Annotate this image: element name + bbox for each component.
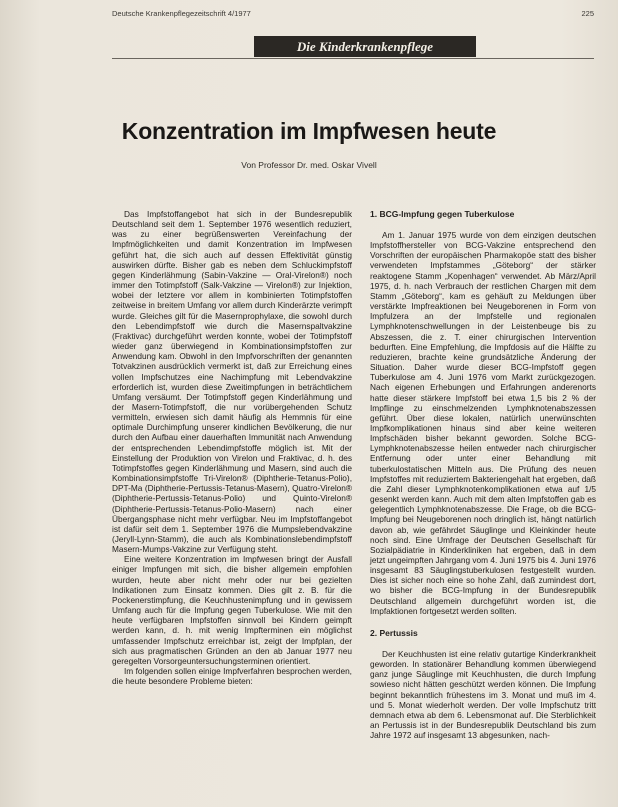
body-paragraph: Im folgenden sollen einige Impfverfahren besprochen werden, die heute besondere Probleme bieten:: [112, 666, 352, 687]
article-title: Konzentration im Impfwesen heute: [121, 118, 497, 144]
section-banner: Die Kinderkrankenpflege: [254, 36, 476, 57]
body-paragraph: Eine weitere Konzentration im Impfwesen bringt der Ausfall einiger Impfungen mit sich, die bisher allgemein empfohlen wurden, heute aber nicht mehr oder nur bei gezielten Indikationen zum Einsatz kommen. Dies gilt z. B. für die Pockenerstimpfung, die Keuchhustenimpfung und in gewissem Umfang auch für die Impfung gegen Tuberkulose. Wie mit den heute verfügbaren Impfstoffen sinnvoll bei Kindern geimpft werden kann, d. h. mit wenig Impfterminen ein möglichst umfassender Impfschutz erreichbar ist, zeigt der Impfplan, der sich aus pragmatischen Gründen an den ab Januar 1977 neu geregelten Vorsorgeuntersuchungsterminen orientiert.: [112, 554, 352, 666]
page-number: 225: [581, 9, 594, 18]
journal-name: Deutsche Krankenpflegezeitschrift 4/1977: [112, 9, 251, 18]
running-head: [112, 9, 594, 18]
left-column: [112, 209, 352, 686]
body-paragraph: Das Impfstoffangebot hat sich in der Bundesrepublik Deutschland seit dem 1. September 1976 wesentlich reduziert, was zu einer begrüßenswerten Vereinfachung der Impfmöglichkeiten und damit Konzentration im Impfwesen geführt hat, die sich auch auf dessen Effektivität günstig auswirken dürfte. Bisher gab es neben dem Schluckimpfstoff gegen Kinderlähmung (Sabin-Vakzine — Oral-Virelon®) noch immer den Totimpfstoff (Salk-Vakzine — Virelon®) zur Injektion, wobei der letztere vor allem in kombinierten Totimpfstoffen zeitweise in breitem Umfang vor allem durch Kinderärzte verimpft wurde. Gleiches gilt für die Masernprophylaxe, die sowohl durch den Lebendimpfstoff wie durch die Masernspaltvakzine (Fraktivac) durchgeführt werden konnte, wobei der Totimpfstoff wieder ganz überwiegend in Kombinationsimpfstoffen zur Anwendung kam. Obwohl in den Impfvorschriften der genannten Totvakzinen ausdrücklich vermerkt ist, daß zur Erreichung eines vollen Impfschutzes eine Nachimpfung mit Lebendvakzine erforderlich ist, wurden diese Zweitimpfungen in beträchtlichem Umfang versäumt. Der Totimpfstoff gegen Kinderlähmung und der Masern-Totimpfstoff, die nur vorübergehenden Schutz vermitteln, erwiesen sich damit häufig als Hemmnis für eine optimale Durchimpfung unserer kindlichen Bevölkerung, die nur durch den Aufbau einer dauerhaften Immunität nach Anwendung der entsprechenden Lebendimpfstoffe möglich ist. Mit der Einstellung der Produktion von Virelon und Fraktivac, d. h. des Totimpfstoffes gegen Kinderlähmung und Masern, sind auch die Kombinationsimpfstoffe Tri-Virelon® (Diphtherie-Tetanus-Polio), DPT-Ma (Diphtherie-Pertussis-Tetanus-Masern), Quatro-Virelon® (Diphtherie-Pertussis-Tetanus-Polio) und Quinto-Virelon® (Diphtherie-Pertussis-Tetanus-Polio-Masern) nach einer Übergangsphase nicht mehr verfügbar. Neu im Impfstoffangebot ist dafür seit dem 1. September 1976 die Mumpslebendvakzine (Jeryll-Lynn-Stamm), die auch als Kombinationslebendimpfstoff Masern-Mumps-Vakzine zur Verfügung steht.: [112, 209, 352, 555]
body-paragraph: Der Keuchhusten ist eine relativ gutartige Kinderkrankheit geworden. In stationärer Behandlung kommen überwiegend ganz junge Säuglinge mit Keuchhusten, die durch Impfung sowieso nicht hätten geschützt werden können. Die Impfung beginnt bekanntlich frühestens im 3. Monat und muß im 4. und 5. Monat wiederholt werden. Der volle Impfschutz tritt demnach etwa ab dem 6. Lebensmonat auf. Die Sterblichkeit an Pertussis ist in der Bundesrepublik Deutschland bis zum Jahre 1972 auf insgesamt 13 abgesunken, nach-: [370, 648, 596, 741]
section-heading-pertussis: 2. Pertussis: [370, 627, 418, 638]
section-heading-bcg: 1. BCG-Impfung gegen Tuberkulose: [370, 209, 515, 219]
right-column: [370, 209, 596, 752]
article-author: Von Professor Dr. med. Oskar Vivell: [241, 160, 377, 170]
header-rule: [112, 58, 594, 59]
body-paragraph: Am 1. Januar 1975 wurde von dem einzigen deutschen Impfstoffhersteller von BCG-Vakzine entsprechend den Vorschriften der europäischen Pharmakopöe statt des bisher verwendeten Impfstammes „Göteborg“ der stärker reaktogene Stamm „Kopenhagen“ verwendet. Ab März/April 1975, d. h. nach Verbrauch der restlichen Chargen mit dem Stamm „Göteborg“, kam es gehäuft zu Meldungen über verstärkte Impfreaktionen bei Neugeborenen in Form von Impfulzera an der Impfstelle und regionalen Lymphknotenschwellungen in der Leistenbeuge bis zu Abszessen, die z. T. einer chirurgischen Intervention bedurften. Eine Empfehlung, die Impfdosis auf die Hälfte zu reduzieren, brachte keine grundsätzliche Änderung der Situation. Daher wurde dieser BCG-Impfstoff gegen Tuberkulose am 4. Juni 1976 vom Markt zurückgezogen. Nach eigenen Erhebungen und Erfahrungen anderenorts hatte dieser stärkere Impfstoff bei etwa 1,5 bis 2 % der Impflinge zu einschmelzenden Lymphknotenabszessen geführt. Über diese lokalen, natürlich unerwünschten Impfkomplikationen hinaus sind aber keine weiteren Impfschäden bisher bekannt geworden. Solche BCG-Lymphknotenabszesse heilen entweder nach chirurgischer Entfernung oder unter einer Behandlung mit tuberkulostatischen Mitteln aus. Die Prüfung des neuen Impfstoffes mit reduziertem Bakteriengehalt hat ergeben, daß die Zahl dieser Lymphknotenkomplikationen etwa auf 1/5 gesenkt werden kann. Auch mit dem alten Impfstoffen gab es gelegentlich Lymphknotenabszesse. Die Frage, ob die BCG-Impfung bei Neugeborenen noch dringlich ist, hängt natürlich davon ab, wie gefährdet Säuglinge und Kleinkinder heute noch sind. Eine Umfrage der Deutschen Gesellschaft für Sozialpädiatrie in Kinderkliniken hat ergeben, daß in dem jetzt ungeimpften Jahrgang vom 4. Juni 1975 bis 4. Juni 1976 insgesamt 83 Säuglingstuberkulosen festgestellt wurden. Dies ist sicher noch eine so hohe Zahl, daß zumindest dort, wo bisher die BCG-Impfung in der Bundesrepublik Deutschland allgemein durchgeführt worden ist, die Impfaktionen fortgesetzt werden sollten.: [370, 230, 597, 616]
